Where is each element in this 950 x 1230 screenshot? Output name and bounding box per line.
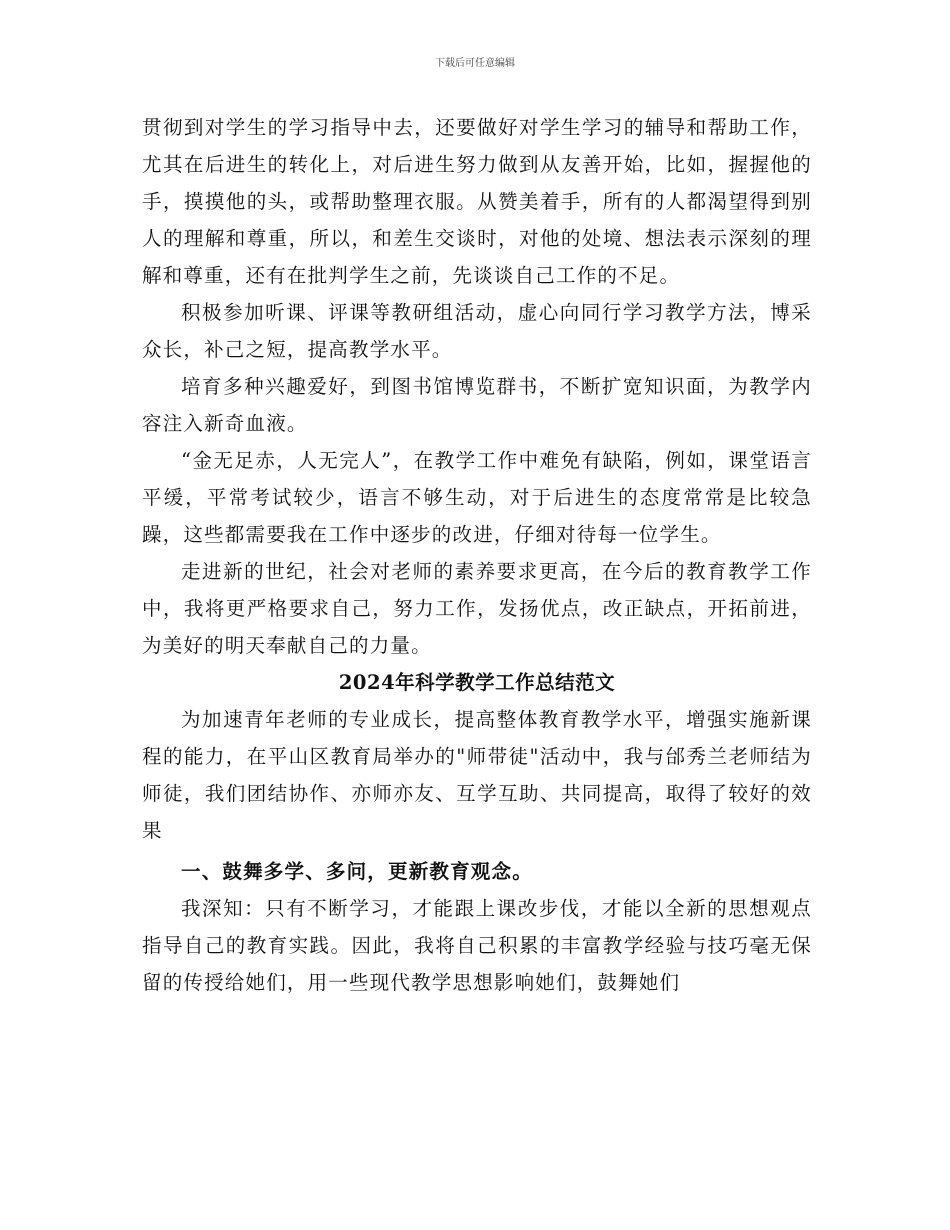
paragraph-interests: 培育多种兴趣爱好，到图书馆博览群书，不断扩宽知识面，为教学内容注入新奇血液。 [142, 375, 812, 435]
heading-1: 一、鼓舞多学、多问，更新教育观念。 [181, 860, 533, 883]
paragraph-future: 走进新的世纪，社会对老师的素养要求更高，在今后的教育教学工作中，我将更严格要求自己，努力工作，发扬优点，改正缺点，开拓前进，为美好的明天奉献自己的力量。 [142, 560, 812, 657]
section-title: 2024年科学教学工作总结范文 [338, 671, 616, 694]
page-header-note: 下载后可任意编辑 [435, 58, 515, 69]
document-body [142, 109, 812, 1001]
paragraph-body: 我深知：只有不断学习，才能跟上课改步伐，才能以全新的思想观点指导自己的教育实践。因此，我将自己积累的丰富教学经验与技巧毫无保留的传授给她们，用一些现代教学思想影响她们，鼓舞她们 [142, 897, 812, 994]
paragraph-shortcomings: “金无足赤，人无完人”，在教学工作中难免有缺陷，例如，课堂语言平缓，平常考试较少，语言不够生动，对于后进生的态度常常是比较急躁，这些都需要我在工作中逐步的改进，仔细对待每一位学生。 [142, 449, 812, 546]
paragraph-continued: 贯彻到对学生的学习指导中去，还要做好对学生学习的辅导和帮助工作，尤其在后进生的转化上，对后进生努力做到从友善开始，比如，握握他的手，摸摸他的头，或帮助整理衣服。从赞美着手，所有的人都渴望得到别人的理解和尊重，所以，和差生交谈时，对他的处境、想法表示深刻的理解和尊重，还有在批判学生之前，先谈谈自己工作的不足。 [142, 116, 812, 287]
paragraph-intro: 为加速青年老师的专业成长，提高整体教育教学水平，增强实施新课程的能力，在平山区教育局举办的"师带徒"活动中，我与邰秀兰老师结为师徒，我们团结协作、亦师亦友、互学互助、共同提高，取得了较好的效果 [142, 708, 812, 842]
paragraph-research-activities: 积极参加听课、评课等教研组活动，虚心向同行学习教学方法，博采众长，补己之短，提高教学水平。 [142, 301, 812, 361]
